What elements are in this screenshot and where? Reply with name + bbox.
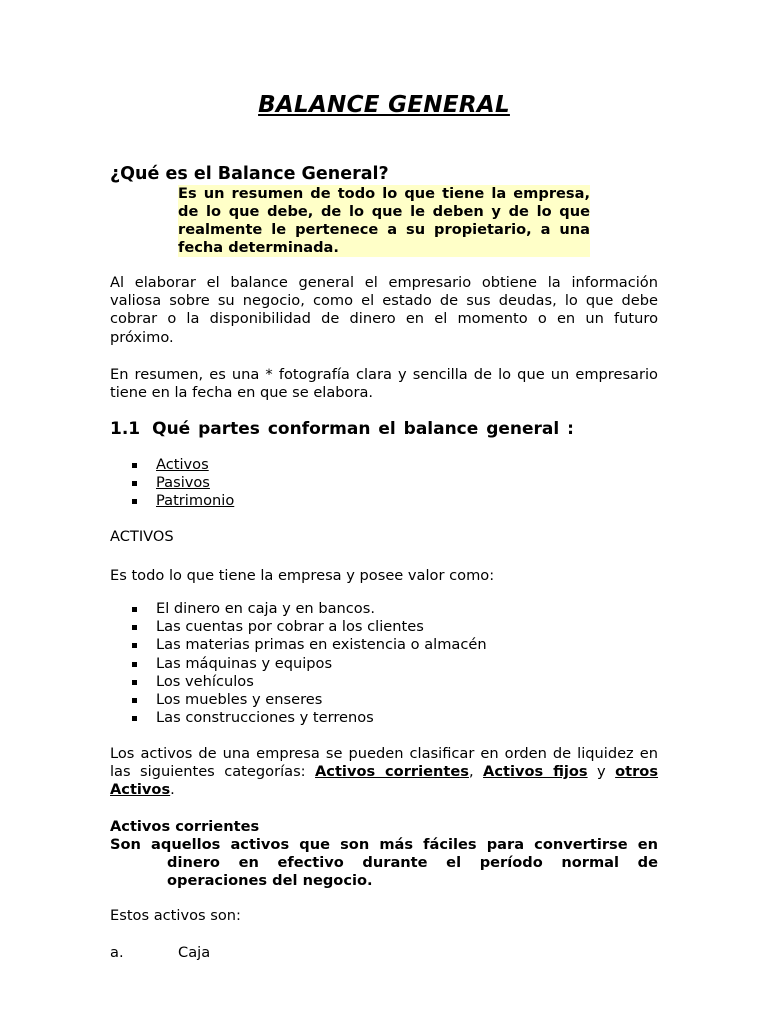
question-heading: ¿Qué es el Balance General? [110, 164, 389, 184]
list-item: Las cuentas por cobrar a los clientes [110, 618, 487, 636]
period: . [170, 781, 175, 799]
estos-activos-label: Estos activos son: [110, 907, 241, 924]
section-title: Qué partes conforman el balance general : [152, 419, 574, 439]
classification-paragraph [110, 745, 658, 800]
list-letter: a. [110, 944, 124, 961]
parts-list [110, 456, 234, 511]
list-item [110, 492, 234, 510]
list-item [110, 456, 234, 474]
list-item: Los muebles y enseres [110, 691, 487, 709]
activos-list [110, 600, 487, 727]
list-item-caja [110, 944, 210, 961]
document-title: BALANCE GENERAL [258, 92, 510, 118]
section-heading [110, 419, 574, 439]
highlighted-definition: Es un resumen de todo lo que tiene la empresa, de lo que debe, de lo que le deben y de lo que realmente le pertenece a su propietario, a una fecha determinada. [178, 185, 590, 256]
section-number: 1.1 [110, 419, 141, 439]
list-item: El dinero en caja y en bancos. [110, 600, 487, 618]
corrientes-heading: Activos corrientes [110, 818, 260, 835]
link-pasivos[interactable]: Pasivos [156, 474, 210, 492]
corrientes-definition: Son aquellos activos que son más fáciles para convertirse en dinero en efectivo durante el período normal de operaciones del negocio. [110, 836, 658, 890]
list-item: Las materias primas en existencia o almacén [110, 636, 487, 654]
term-otros-activos: otros Activos [110, 763, 659, 799]
link-activos[interactable]: Activos [156, 456, 209, 473]
term-activos-fijos: Activos fijos [483, 763, 588, 781]
activos-intro: Es todo lo que tiene la empresa y posee valor como: [110, 567, 495, 584]
activos-heading: ACTIVOS [110, 528, 174, 545]
list-item: Las máquinas y equipos [110, 655, 487, 673]
classification-text: Los activos de una empresa se pueden clasificar en orden de liquidez en las siguientes categorías: [110, 745, 658, 781]
list-item [110, 474, 234, 492]
list-item: Los vehículos [110, 673, 487, 691]
paragraph-info: Al elaborar el balance general el empresario obtiene la información valiosa sobre su negocio, como el estado de sus deudas, lo que debe cobrar o la disponibilidad de dinero en el momento o en un futuro próximo. [110, 274, 658, 346]
paragraph-summary: En resumen, es una * fotografía clara y sencilla de lo que un empresario tiene en la fecha en que se elabora. [110, 366, 658, 402]
link-patrimonio[interactable]: Patrimonio [156, 492, 235, 510]
list-item: Las construcciones y terrenos [110, 709, 487, 727]
list-item-label: Caja [178, 944, 211, 961]
separator: , [468, 763, 484, 781]
separator: y [587, 763, 616, 781]
term-activos-corrientes: Activos corrientes [315, 763, 469, 781]
